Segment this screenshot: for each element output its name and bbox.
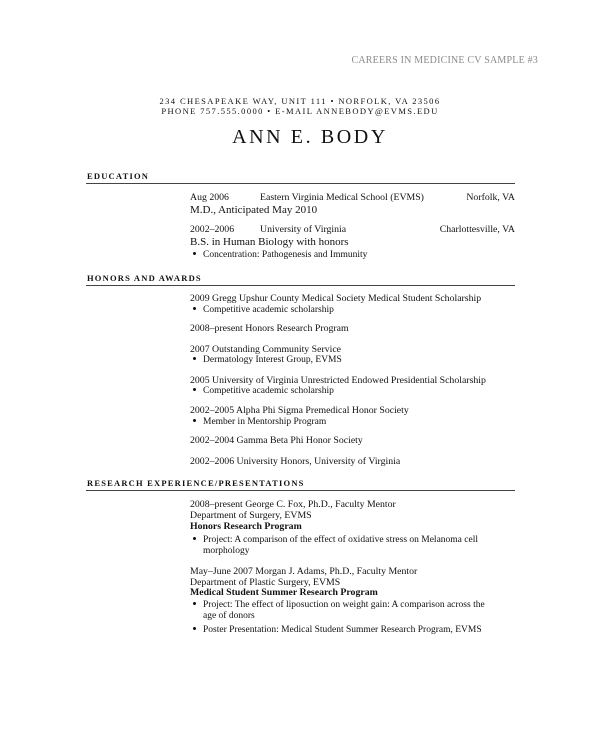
section-divider <box>86 183 515 184</box>
bullet-icon <box>193 537 196 540</box>
edu2-location: Charlottesville, VA <box>439 224 515 235</box>
list-item: Project: A comparison of the effect of oxidative stress on Melanoma cell <box>193 536 478 546</box>
honor-item: 2002–2005 Alpha Phi Sigma Premedical Honor Society <box>190 405 409 416</box>
edu1-location: Norfolk, VA <box>466 192 515 203</box>
section-divider <box>86 490 515 491</box>
list-item: Dermatology Interest Group, EVMS <box>193 356 342 366</box>
section-title-education: EDUCATION <box>87 171 150 181</box>
honor-item: 2008–present Honors Research Program <box>190 323 349 334</box>
research1-program: Honors Research Program <box>190 521 302 532</box>
list-item: Poster Presentation: Medical Student Summer Research Program, EVMS <box>193 626 482 636</box>
bullet-icon <box>193 388 196 391</box>
honor-item: 2002–2004 Gamma Beta Phi Honor Society <box>190 435 363 446</box>
edu1-school: Eastern Virginia Medical School (EVMS) <box>260 192 424 203</box>
edu2-date: 2002–2006 <box>190 224 235 235</box>
edu2-school: University of Virginia <box>260 224 347 235</box>
research2-department: Department of Plastic Surgery, EVMS <box>190 577 341 588</box>
honor-item: 2007 Outstanding Community Service <box>190 344 342 355</box>
honor-item: 2002–2006 University Honors, University of Virginia <box>190 456 401 467</box>
research1-mentor: 2008–present George C. Fox, Ph.D., Faculty Mentor <box>190 499 396 510</box>
section-title-research: RESEARCH EXPERIENCE/PRESENTATIONS <box>87 478 305 488</box>
honor-item: 2005 University of Virginia Unrestricted Endowed Presidential Scholarship <box>190 375 486 386</box>
candidate-name: ANN E. BODY <box>232 126 388 148</box>
bullet-icon <box>193 419 196 422</box>
research2-mentor: May–June 2007 Morgan J. Adams, Ph.D., Faculty Mentor <box>190 566 418 577</box>
list-item: Member in Mentorship Program <box>193 418 326 428</box>
research2-program: Medical Student Summer Research Program <box>190 587 378 598</box>
honor-item: 2009 Gregg Upshur County Medical Society Medical Student Scholarship <box>190 293 482 304</box>
section-title-honors: HONORS AND AWARDS <box>87 273 202 283</box>
bullet-icon <box>193 602 196 605</box>
contact-line: PHONE 757.555.0000 • E-MAIL ANNEBODY@EVMS.EDU <box>161 106 439 116</box>
edu1-degree: M.D., Anticipated May 2010 <box>190 204 318 216</box>
list-item-continuation: morphology <box>203 546 250 556</box>
list-item: Competitive academic scholarship <box>193 306 334 316</box>
edu1-date: Aug 2006 <box>190 192 229 203</box>
section-divider <box>86 285 515 286</box>
bullet-icon <box>193 627 196 630</box>
research1-department: Department of Surgery, EVMS <box>190 510 312 521</box>
list-item: Project: The effect of liposuction on weight gain: A comparison across the <box>193 601 485 611</box>
address-line: 234 CHESAPEAKE WAY, UNIT 111 • NORFOLK, VA 23506 <box>159 96 441 106</box>
bullet-icon <box>193 307 196 310</box>
list-item: Competitive academic scholarship <box>193 387 334 397</box>
bullet-icon <box>193 252 196 255</box>
bullet-icon <box>193 357 196 360</box>
list-item: Concentration: Pathogenesis and Immunity <box>193 251 367 261</box>
edu2-degree: B.S. in Human Biology with honors <box>190 236 349 248</box>
list-item-continuation: age of donors <box>203 611 255 621</box>
document-tag: CAREERS IN MEDICINE CV SAMPLE #3 <box>351 55 538 66</box>
